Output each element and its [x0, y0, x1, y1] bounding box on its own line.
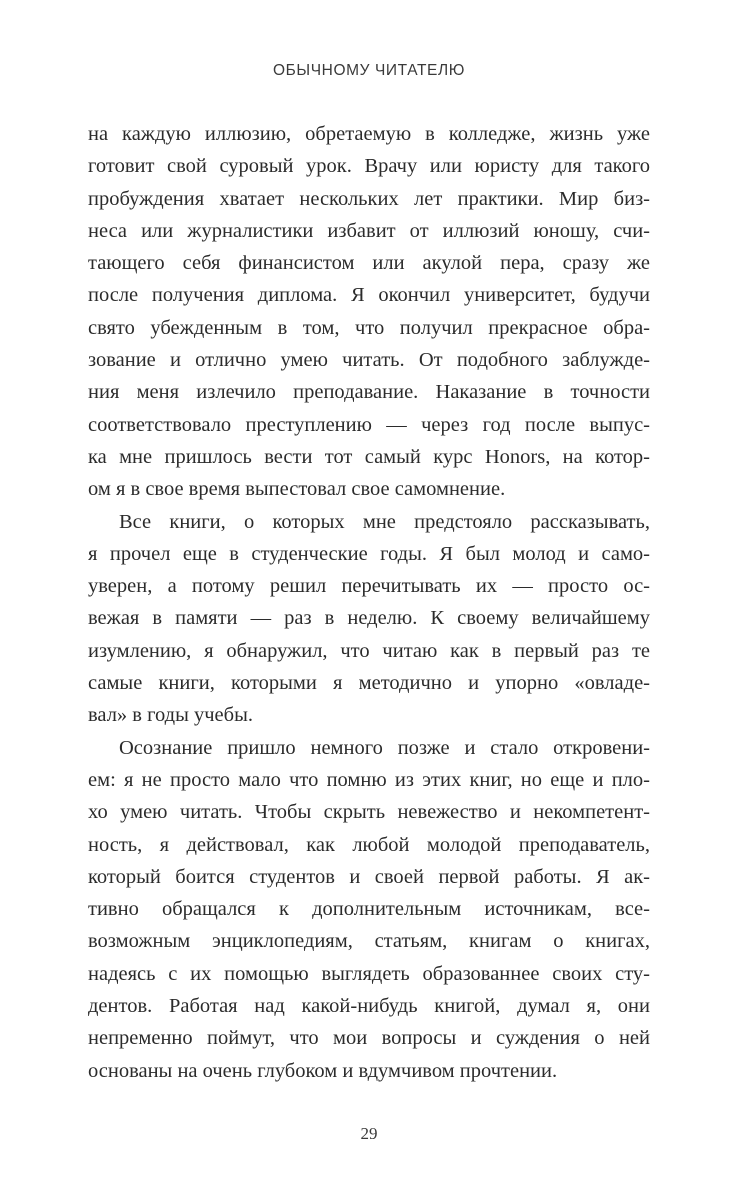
- text-line: готовит свой суровый урок. Врачу или юристу для такого: [88, 155, 650, 178]
- text-line: ка мне пришлось вести тот самый курс Honors, на котор-: [88, 445, 650, 468]
- paragraph-1: [88, 118, 650, 506]
- text-line: тающего себя финансистом или акулой пера, сразу же: [88, 252, 650, 275]
- text-line: который боится студентов и своей первой работы. Я ак-: [88, 865, 650, 888]
- text-line: хо умею читать. Чтобы скрыть невежество и некомпетент-: [88, 801, 650, 824]
- text-line: основаны на очень глубоком и вдумчивом прочтении.: [88, 1059, 558, 1082]
- text-line: Осознание пришло немного позже и стало откровени-: [119, 736, 650, 759]
- text-line: я прочел еще в студенческие годы. Я был молод и само-: [88, 542, 650, 565]
- text-line: изумлению, я обнаружил, что читаю как в первый раз те: [88, 639, 650, 662]
- text-line: Все книги, о которых мне предстояло рассказывать,: [119, 510, 650, 533]
- text-line: зование и отлично умею читать. От подобного заблужде-: [88, 349, 650, 372]
- text-line: тивно обращался к дополнительным источникам, все-: [88, 898, 650, 921]
- text-line: уверен, а потому решил перечитывать их — просто ос-: [88, 575, 650, 598]
- text-line: надеясь с их помощью выглядеть образованнее своих сту-: [88, 962, 650, 985]
- text-line: соответствовало преступлению — через год после выпус-: [88, 413, 650, 436]
- text-line: свято убежденным в том, что получил прекрасное обра-: [88, 316, 650, 339]
- text-line: неса или журналистики избавит от иллюзий юношу, счи-: [88, 219, 650, 242]
- text-line: ом я в свое время выпестовал свое самомнение.: [88, 478, 506, 501]
- text-line: самые книги, которыми я методично и упорно «овладе-: [88, 672, 650, 695]
- page-number: 29: [360, 1124, 378, 1143]
- text-line: после получения диплома. Я окончил университет, будучи: [88, 284, 650, 307]
- text-line: пробуждения хватает нескольких лет практики. Мир биз-: [88, 187, 650, 210]
- running-header: ОБЫЧНОМУ ЧИТАТЕЛЮ: [273, 62, 465, 79]
- text-line: ния меня излечило преподавание. Наказание в точности: [88, 381, 650, 404]
- text-line: непременно поймут, что мои вопросы и суждения о ней: [88, 1027, 650, 1050]
- text-line: ем: я не просто мало что помню из этих книг, но еще и пло-: [88, 768, 650, 791]
- body-text: [88, 118, 650, 1087]
- text-line: ность, я действовал, как любой молодой преподаватель,: [88, 833, 650, 856]
- text-line: вежая в памяти — раз в неделю. К своему величайшему: [88, 607, 650, 630]
- text-line: на каждую иллюзию, обретаемую в колледже, жизнь уже: [88, 123, 650, 145]
- text-line: возможным энциклопедиям, статьям, книгам о книгах,: [88, 930, 650, 953]
- text-line: вал» в годы учебы.: [88, 704, 253, 727]
- paragraph-2: [88, 506, 650, 732]
- text-line: дентов. Работая над какой-нибудь книгой, думал я, они: [88, 995, 650, 1018]
- paragraph-3: [88, 732, 650, 1087]
